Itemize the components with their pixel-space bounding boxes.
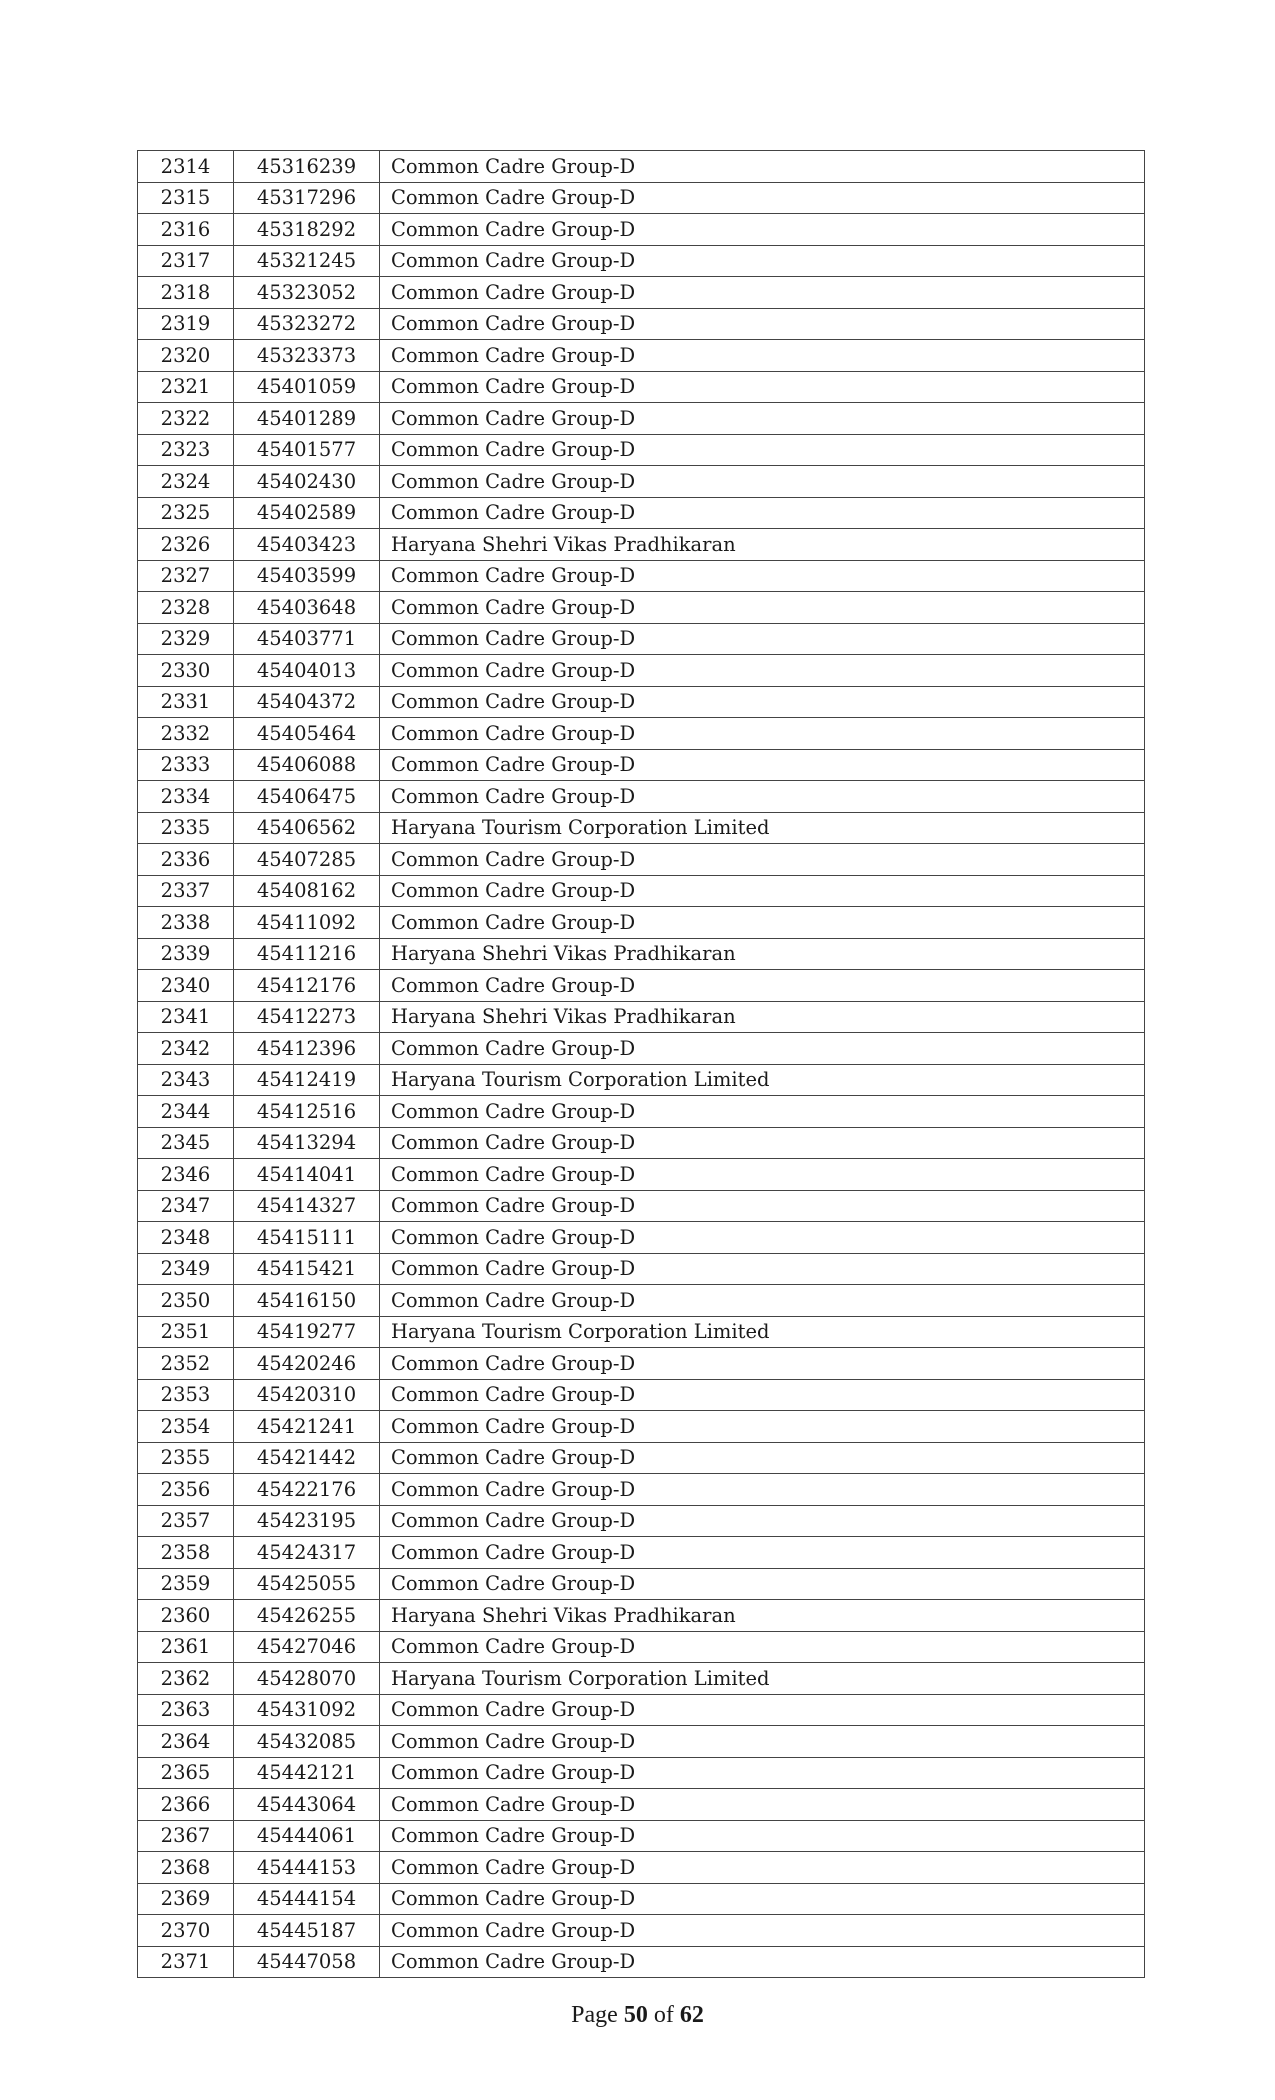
department-cell: Common Cadre Group-D <box>380 371 1145 403</box>
serial-number-cell: 2342 <box>138 1033 234 1065</box>
serial-number-cell: 2349 <box>138 1253 234 1285</box>
department-cell: Common Cadre Group-D <box>380 1096 1145 1128</box>
page-label: Page <box>571 2002 618 2028</box>
table-row <box>138 277 1145 309</box>
serial-number-cell: 2321 <box>138 371 234 403</box>
roll-number-cell: 45420310 <box>234 1379 380 1411</box>
serial-number-cell: 2369 <box>138 1883 234 1915</box>
serial-number-cell: 2354 <box>138 1411 234 1443</box>
department-cell: Common Cadre Group-D <box>380 718 1145 750</box>
serial-number-cell: 2336 <box>138 844 234 876</box>
roll-number-cell: 45425055 <box>234 1568 380 1600</box>
serial-number-cell: 2364 <box>138 1726 234 1758</box>
department-cell: Common Cadre Group-D <box>380 1568 1145 1600</box>
serial-number-cell: 2343 <box>138 1064 234 1096</box>
department-cell: Common Cadre Group-D <box>380 1190 1145 1222</box>
department-cell: Common Cadre Group-D <box>380 844 1145 876</box>
roll-number-cell: 45412396 <box>234 1033 380 1065</box>
table-row <box>138 497 1145 529</box>
serial-number-cell: 2345 <box>138 1127 234 1159</box>
department-cell: Common Cadre Group-D <box>380 434 1145 466</box>
table-row <box>138 938 1145 970</box>
roll-number-cell: 45443064 <box>234 1789 380 1821</box>
serial-number-cell: 2348 <box>138 1222 234 1254</box>
table-row <box>138 1663 1145 1695</box>
department-cell: Common Cadre Group-D <box>380 277 1145 309</box>
serial-number-cell: 2334 <box>138 781 234 813</box>
table-row <box>138 592 1145 624</box>
serial-number-cell: 2351 <box>138 1316 234 1348</box>
records-table-body <box>138 151 1145 1978</box>
table-row <box>138 1064 1145 1096</box>
roll-number-cell: 45403599 <box>234 560 380 592</box>
table-row <box>138 1789 1145 1821</box>
department-cell: Common Cadre Group-D <box>380 1694 1145 1726</box>
table-row <box>138 781 1145 813</box>
page-of-label: of <box>653 2002 674 2028</box>
table-row <box>138 1600 1145 1632</box>
table-row <box>138 1316 1145 1348</box>
table-row <box>138 1757 1145 1789</box>
roll-number-cell: 45316239 <box>234 151 380 183</box>
serial-number-cell: 2323 <box>138 434 234 466</box>
table-row <box>138 875 1145 907</box>
serial-number-cell: 2317 <box>138 245 234 277</box>
serial-number-cell: 2352 <box>138 1348 234 1380</box>
department-cell: Common Cadre Group-D <box>380 907 1145 939</box>
serial-number-cell: 2371 <box>138 1946 234 1978</box>
current-page-number: 50 <box>623 2002 648 2028</box>
roll-number-cell: 45420246 <box>234 1348 380 1380</box>
serial-number-cell: 2330 <box>138 655 234 687</box>
roll-number-cell: 45444154 <box>234 1883 380 1915</box>
roll-number-cell: 45423195 <box>234 1505 380 1537</box>
roll-number-cell: 45411092 <box>234 907 380 939</box>
serial-number-cell: 2346 <box>138 1159 234 1191</box>
table-row <box>138 970 1145 1002</box>
roll-number-cell: 45411216 <box>234 938 380 970</box>
serial-number-cell: 2328 <box>138 592 234 624</box>
serial-number-cell: 2339 <box>138 938 234 970</box>
department-cell: Common Cadre Group-D <box>380 1033 1145 1065</box>
serial-number-cell: 2361 <box>138 1631 234 1663</box>
department-cell: Common Cadre Group-D <box>380 497 1145 529</box>
table-row <box>138 308 1145 340</box>
department-cell: Common Cadre Group-D <box>380 655 1145 687</box>
table-row <box>138 907 1145 939</box>
roll-number-cell: 45323272 <box>234 308 380 340</box>
serial-number-cell: 2362 <box>138 1663 234 1695</box>
department-cell: Common Cadre Group-D <box>380 1348 1145 1380</box>
table-row <box>138 1694 1145 1726</box>
roll-number-cell: 45444153 <box>234 1852 380 1884</box>
serial-number-cell: 2341 <box>138 1001 234 1033</box>
department-cell: Common Cadre Group-D <box>380 1411 1145 1443</box>
roll-number-cell: 45403423 <box>234 529 380 561</box>
roll-number-cell: 45419277 <box>234 1316 380 1348</box>
serial-number-cell: 2344 <box>138 1096 234 1128</box>
department-cell: Common Cadre Group-D <box>380 1789 1145 1821</box>
table-row <box>138 1915 1145 1947</box>
serial-number-cell: 2350 <box>138 1285 234 1317</box>
roll-number-cell: 45406562 <box>234 812 380 844</box>
roll-number-cell: 45432085 <box>234 1726 380 1758</box>
serial-number-cell: 2370 <box>138 1915 234 1947</box>
table-row <box>138 560 1145 592</box>
department-cell: Common Cadre Group-D <box>380 403 1145 435</box>
department-cell: Common Cadre Group-D <box>380 560 1145 592</box>
roll-number-cell: 45431092 <box>234 1694 380 1726</box>
serial-number-cell: 2320 <box>138 340 234 372</box>
table-row <box>138 151 1145 183</box>
table-row <box>138 844 1145 876</box>
table-row <box>138 1852 1145 1884</box>
table-row <box>138 1001 1145 1033</box>
serial-number-cell: 2333 <box>138 749 234 781</box>
table-row <box>138 1411 1145 1443</box>
department-cell: Common Cadre Group-D <box>380 308 1145 340</box>
roll-number-cell: 45401289 <box>234 403 380 435</box>
serial-number-cell: 2327 <box>138 560 234 592</box>
serial-number-cell: 2338 <box>138 907 234 939</box>
table-row <box>138 434 1145 466</box>
department-cell: Common Cadre Group-D <box>380 1127 1145 1159</box>
table-row <box>138 1379 1145 1411</box>
table-row <box>138 529 1145 561</box>
table-row <box>138 466 1145 498</box>
roll-number-cell: 45317296 <box>234 182 380 214</box>
serial-number-cell: 2363 <box>138 1694 234 1726</box>
department-cell: Common Cadre Group-D <box>380 1222 1145 1254</box>
department-cell: Common Cadre Group-D <box>380 1915 1145 1947</box>
roll-number-cell: 45421442 <box>234 1442 380 1474</box>
roll-number-cell: 45444061 <box>234 1820 380 1852</box>
records-table <box>137 150 1145 1978</box>
table-row <box>138 1159 1145 1191</box>
table-row <box>138 371 1145 403</box>
table-row <box>138 403 1145 435</box>
serial-number-cell: 2318 <box>138 277 234 309</box>
roll-number-cell: 45413294 <box>234 1127 380 1159</box>
table-row <box>138 1190 1145 1222</box>
serial-number-cell: 2315 <box>138 182 234 214</box>
serial-number-cell: 2358 <box>138 1537 234 1569</box>
serial-number-cell: 2332 <box>138 718 234 750</box>
table-row <box>138 1222 1145 1254</box>
department-cell: Common Cadre Group-D <box>380 1726 1145 1758</box>
roll-number-cell: 45416150 <box>234 1285 380 1317</box>
roll-number-cell: 45426255 <box>234 1600 380 1632</box>
department-cell: Common Cadre Group-D <box>380 1253 1145 1285</box>
serial-number-cell: 2355 <box>138 1442 234 1474</box>
department-cell: Common Cadre Group-D <box>380 182 1145 214</box>
department-cell: Common Cadre Group-D <box>380 214 1145 246</box>
department-cell: Common Cadre Group-D <box>380 1442 1145 1474</box>
department-cell: Common Cadre Group-D <box>380 245 1145 277</box>
roll-number-cell: 45404013 <box>234 655 380 687</box>
serial-number-cell: 2368 <box>138 1852 234 1884</box>
department-cell: Common Cadre Group-D <box>380 466 1145 498</box>
serial-number-cell: 2360 <box>138 1600 234 1632</box>
table-row <box>138 1348 1145 1380</box>
table-row <box>138 340 1145 372</box>
roll-number-cell: 45403771 <box>234 623 380 655</box>
table-row <box>138 1568 1145 1600</box>
roll-number-cell: 45414327 <box>234 1190 380 1222</box>
roll-number-cell: 45424317 <box>234 1537 380 1569</box>
department-cell: Common Cadre Group-D <box>380 1757 1145 1789</box>
roll-number-cell: 45415111 <box>234 1222 380 1254</box>
roll-number-cell: 45412419 <box>234 1064 380 1096</box>
department-cell: Common Cadre Group-D <box>380 1883 1145 1915</box>
department-cell: Common Cadre Group-D <box>380 1159 1145 1191</box>
department-cell: Haryana Tourism Corporation Limited <box>380 812 1145 844</box>
roll-number-cell: 45408162 <box>234 875 380 907</box>
roll-number-cell: 45407285 <box>234 844 380 876</box>
table-row <box>138 1946 1145 1978</box>
table-row <box>138 1253 1145 1285</box>
department-cell: Haryana Shehri Vikas Pradhikaran <box>380 938 1145 970</box>
serial-number-cell: 2347 <box>138 1190 234 1222</box>
department-cell: Haryana Shehri Vikas Pradhikaran <box>380 1600 1145 1632</box>
department-cell: Common Cadre Group-D <box>380 1820 1145 1852</box>
roll-number-cell: 45412273 <box>234 1001 380 1033</box>
table-row <box>138 214 1145 246</box>
serial-number-cell: 2340 <box>138 970 234 1002</box>
department-cell: Haryana Tourism Corporation Limited <box>380 1064 1145 1096</box>
serial-number-cell: 2337 <box>138 875 234 907</box>
roll-number-cell: 45427046 <box>234 1631 380 1663</box>
roll-number-cell: 45401059 <box>234 371 380 403</box>
department-cell: Common Cadre Group-D <box>380 1505 1145 1537</box>
table-row <box>138 1127 1145 1159</box>
serial-number-cell: 2365 <box>138 1757 234 1789</box>
department-cell: Common Cadre Group-D <box>380 151 1145 183</box>
roll-number-cell: 45406475 <box>234 781 380 813</box>
roll-number-cell: 45402430 <box>234 466 380 498</box>
table-row <box>138 1537 1145 1569</box>
department-cell: Haryana Shehri Vikas Pradhikaran <box>380 529 1145 561</box>
table-row <box>138 1631 1145 1663</box>
table-row <box>138 1033 1145 1065</box>
department-cell: Common Cadre Group-D <box>380 749 1145 781</box>
serial-number-cell: 2319 <box>138 308 234 340</box>
serial-number-cell: 2359 <box>138 1568 234 1600</box>
roll-number-cell: 45412516 <box>234 1096 380 1128</box>
table-row <box>138 1505 1145 1537</box>
department-cell: Common Cadre Group-D <box>380 781 1145 813</box>
roll-number-cell: 45405464 <box>234 718 380 750</box>
department-cell: Common Cadre Group-D <box>380 1537 1145 1569</box>
table-row <box>138 1726 1145 1758</box>
table-row <box>138 1474 1145 1506</box>
table-row <box>138 749 1145 781</box>
page-number-footer <box>0 2002 1275 2029</box>
roll-number-cell: 45414041 <box>234 1159 380 1191</box>
table-row <box>138 1883 1145 1915</box>
table-row <box>138 718 1145 750</box>
table-row <box>138 245 1145 277</box>
department-cell: Common Cadre Group-D <box>380 970 1145 1002</box>
roll-number-cell: 45406088 <box>234 749 380 781</box>
serial-number-cell: 2322 <box>138 403 234 435</box>
serial-number-cell: 2367 <box>138 1820 234 1852</box>
serial-number-cell: 2357 <box>138 1505 234 1537</box>
table-row <box>138 182 1145 214</box>
department-cell: Common Cadre Group-D <box>380 686 1145 718</box>
department-cell: Common Cadre Group-D <box>380 1474 1145 1506</box>
roll-number-cell: 45421241 <box>234 1411 380 1443</box>
department-cell: Common Cadre Group-D <box>380 1631 1145 1663</box>
table-row <box>138 1285 1145 1317</box>
serial-number-cell: 2325 <box>138 497 234 529</box>
roll-number-cell: 45404372 <box>234 686 380 718</box>
department-cell: Haryana Tourism Corporation Limited <box>380 1316 1145 1348</box>
department-cell: Common Cadre Group-D <box>380 623 1145 655</box>
roll-number-cell: 45442121 <box>234 1757 380 1789</box>
roll-number-cell: 45318292 <box>234 214 380 246</box>
serial-number-cell: 2329 <box>138 623 234 655</box>
roll-number-cell: 45428070 <box>234 1663 380 1695</box>
roll-number-cell: 45401577 <box>234 434 380 466</box>
table-row <box>138 686 1145 718</box>
roll-number-cell: 45323052 <box>234 277 380 309</box>
serial-number-cell: 2356 <box>138 1474 234 1506</box>
serial-number-cell: 2353 <box>138 1379 234 1411</box>
roll-number-cell: 45402589 <box>234 497 380 529</box>
department-cell: Common Cadre Group-D <box>380 1285 1145 1317</box>
table-row <box>138 655 1145 687</box>
department-cell: Common Cadre Group-D <box>380 1379 1145 1411</box>
serial-number-cell: 2335 <box>138 812 234 844</box>
roll-number-cell: 45323373 <box>234 340 380 372</box>
serial-number-cell: 2314 <box>138 151 234 183</box>
table-row <box>138 1096 1145 1128</box>
roll-number-cell: 45412176 <box>234 970 380 1002</box>
roll-number-cell: 45415421 <box>234 1253 380 1285</box>
serial-number-cell: 2331 <box>138 686 234 718</box>
roll-number-cell: 45321245 <box>234 245 380 277</box>
department-cell: Common Cadre Group-D <box>380 1946 1145 1978</box>
roll-number-cell: 45422176 <box>234 1474 380 1506</box>
table-row <box>138 1442 1145 1474</box>
serial-number-cell: 2324 <box>138 466 234 498</box>
roll-number-cell: 45447058 <box>234 1946 380 1978</box>
total-pages-number: 62 <box>679 2002 704 2028</box>
table-row <box>138 812 1145 844</box>
table-row <box>138 1820 1145 1852</box>
department-cell: Common Cadre Group-D <box>380 592 1145 624</box>
table-row <box>138 623 1145 655</box>
department-cell: Common Cadre Group-D <box>380 340 1145 372</box>
roll-number-cell: 45403648 <box>234 592 380 624</box>
department-cell: Haryana Shehri Vikas Pradhikaran <box>380 1001 1145 1033</box>
department-cell: Common Cadre Group-D <box>380 875 1145 907</box>
roll-number-cell: 45445187 <box>234 1915 380 1947</box>
serial-number-cell: 2326 <box>138 529 234 561</box>
department-cell: Common Cadre Group-D <box>380 1852 1145 1884</box>
serial-number-cell: 2366 <box>138 1789 234 1821</box>
department-cell: Haryana Tourism Corporation Limited <box>380 1663 1145 1695</box>
serial-number-cell: 2316 <box>138 214 234 246</box>
